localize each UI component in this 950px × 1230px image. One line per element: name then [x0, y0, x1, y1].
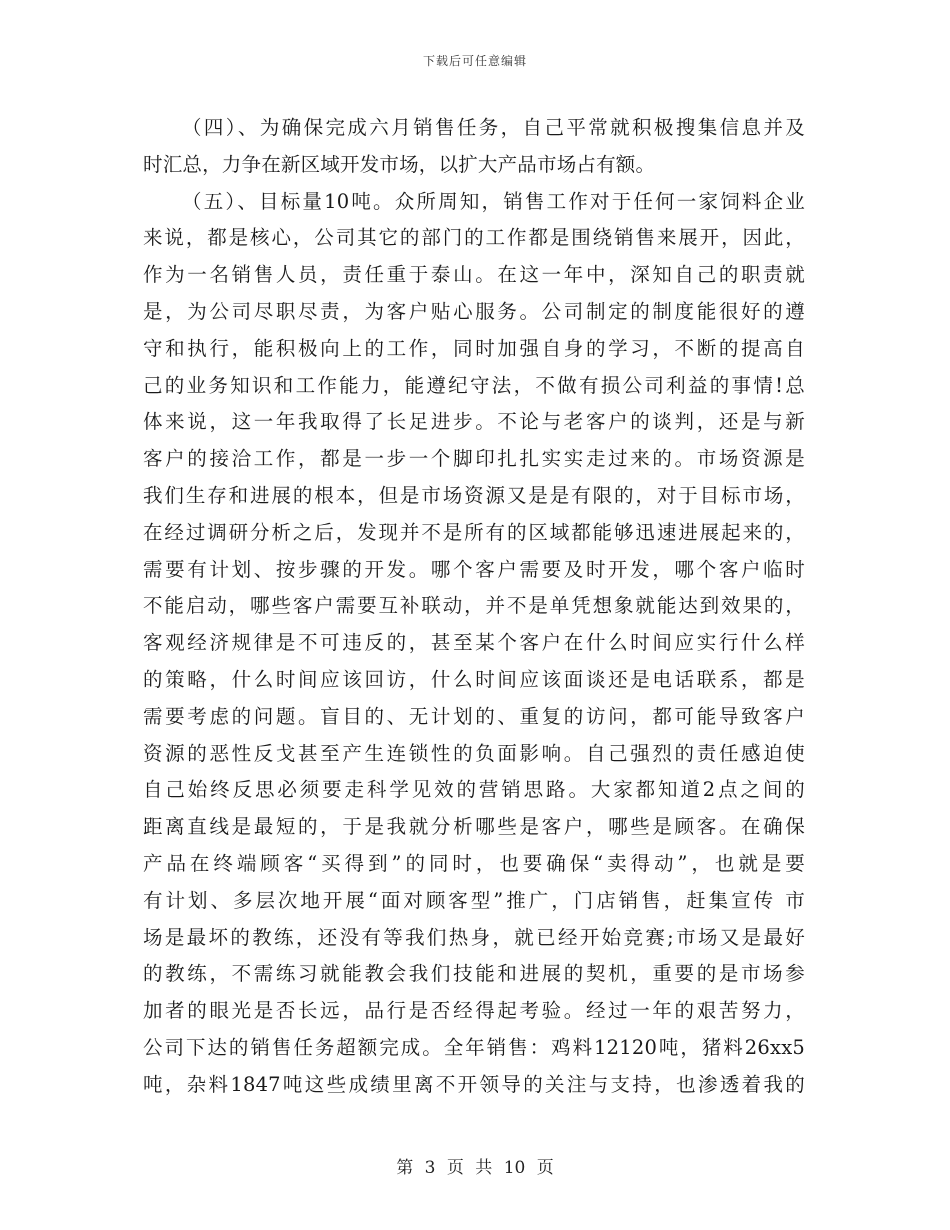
- text-line: 吨，杂料1847吨这些成绩里离不开领导的关注与支持，也渗透着我的: [143, 1072, 805, 1096]
- text-line: 在经过调研分析之后，发现并不是所有的区域都能够迅速进展起来的，: [143, 520, 805, 544]
- text-line: 距离直线是最短的，于是我就分析哪些是客户，哪些是顾客。在确保: [143, 815, 805, 839]
- text-line: 是，为公司尽职尽责，为客户贴心服务。公司制定的制度能很好的遵: [143, 299, 805, 323]
- text-line: 不能启动，哪些客户需要互补联动，并不是单凭想象就能达到效果的，: [143, 594, 805, 618]
- text-line: 产品在终端顾客“买得到”的同时，也要确保“卖得动”，也就是要: [143, 851, 805, 875]
- text-line: 资源的恶性反戈甚至产生连锁性的负面影响。自己强烈的责任感迫使: [143, 741, 805, 765]
- text-line: 需要考虑的问题。盲目的、无计划的、重复的访问，都可能导致客户: [143, 704, 805, 728]
- text-line: 守和执行，能积极向上的工作，同时加强自身的学习，不断的提高自: [143, 336, 805, 360]
- text-line: 场是最坏的教练，还没有等我们热身，就已经开始竞赛;市场又是最好: [143, 925, 805, 949]
- text-line: 来说，都是核心，公司其它的部门的工作都是围绕销售来展开，因此，: [143, 226, 805, 250]
- text-line: 的策略，什么时间应该回访，什么时间应该面谈还是电话联系，都是: [143, 667, 805, 691]
- text-line: 公司下达的销售任务超额完成。全年销售：鸡料12120吨，猪料26xx5: [143, 1035, 805, 1059]
- text-line: 的教练，不需练习就能教会我们技能和进展的契机，重要的是市场参: [143, 962, 805, 986]
- text-line: 体来说，这一年我取得了长足进步。不论与老客户的谈判，还是与新: [143, 410, 805, 434]
- document-body: [143, 110, 805, 1104]
- page-header: 下载后可任意编辑: [422, 54, 527, 68]
- text-line: 加者的眼光是否长远，品行是否经得起考验。经过一年的艰苦努力，: [143, 999, 805, 1023]
- text-line: 我们生存和进展的根本，但是市场资源又是是有限的，对于目标市场，: [143, 483, 805, 507]
- text-line: 时汇总，力争在新区域开发市场，以扩大产品市场占有额。: [143, 152, 656, 176]
- text-line: （四）、为确保完成六月销售任务，自己平常就积极搜集信息并及: [182, 116, 805, 139]
- text-line: 有计划、多层次地开展“面对顾客型”推广，门店销售，赶集宣传 市: [143, 888, 805, 912]
- text-line: （五）、目标量10吨。众所周知，销售工作对于任何一家饲料企业: [182, 189, 805, 213]
- text-line: 己的业务知识和工作能力，能遵纪守法，不做有损公司利益的事情!总: [143, 373, 805, 397]
- text-line: 客观经济规律是不可违反的，甚至某个客户在什么时间应实行什么样: [143, 631, 805, 655]
- text-line: 需要有计划、按步骤的开发。哪个客户需要及时开发，哪个客户临时: [143, 557, 805, 581]
- text-line: 客户的接洽工作，都是一步一个脚印扎扎实实走过来的。市场资源是: [143, 447, 805, 471]
- page-footer: 第 3 页 共 10 页: [396, 1158, 554, 1178]
- text-line: 自己始终反思必须要走科学见效的营销思路。大家都知道2点之间的: [143, 778, 805, 802]
- text-line: 作为一名销售人员，责任重于泰山。在这一年中，深知自己的职责就: [143, 263, 805, 287]
